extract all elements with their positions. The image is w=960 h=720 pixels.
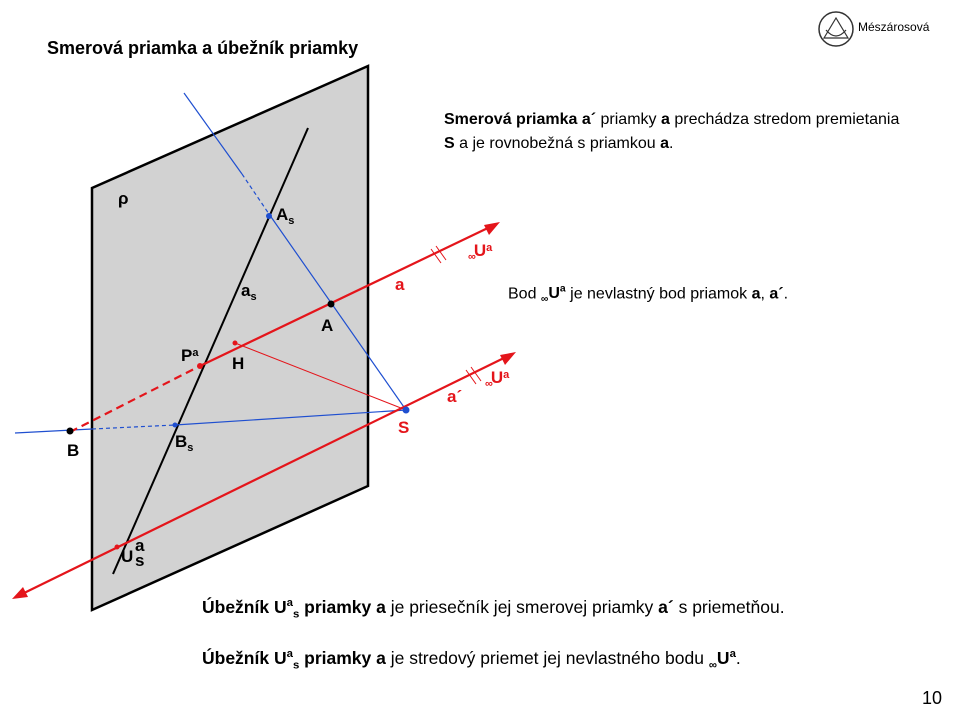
footer-statement-2: Úbežník $U^a_s$ priamky a je stredový priemet jej nevlastného bodu $_\infty U^a$. [202,648,741,672]
arrow-a-prime-start-icon [12,587,28,599]
description-text: Smerová priamka a´ priamky a prechádza stredom premietania S a je rovnobežná s priamkou a. [444,111,900,152]
label-U-s: U [121,547,134,566]
arrow-a-icon [484,222,500,235]
point-A-s [266,213,272,219]
label-B: B [67,441,80,460]
label-U-s-sub: s [135,551,145,570]
label-A: A [321,316,334,335]
label-H: H [232,354,245,373]
footer-statement-1: Úbežník $U^a_s$ priamky a je priesečník jej smerovej priamky a´ s priemetňou. [202,597,785,621]
label-A-s: $A_s$ [276,205,295,227]
label-S: S [398,418,410,437]
line-SB-outer [15,429,92,433]
point-U-s [115,545,120,550]
label-inf-U-a: $_\infty U^a$ [468,241,493,263]
point-B-s [173,423,178,428]
author-name: Mészárosová [858,20,930,34]
label-B-s: $B_s$ [175,432,194,454]
label-a: a [395,275,405,294]
label-a-prime: a´ [447,387,463,406]
label-rho: ρ [118,189,129,208]
point-A [328,301,335,308]
arrow-a-prime-end-icon [500,352,516,365]
page-title: Smerová priamka a úbežník priamky [47,38,359,58]
point-P [197,363,203,369]
label-P: $P^a$ [181,346,199,365]
label-a-s: $a_s$ [241,281,257,303]
label-inf-U-a-prime: $_\infty U^a$ [485,368,510,390]
point-S [403,407,410,414]
improper-point-text: Bod $_\infty U^a$ je nevlastný bod priamok a, a´. [508,284,789,306]
logo-icon [819,12,853,46]
point-H [233,341,238,346]
label-U-s-sup: a [135,536,145,555]
point-B [67,428,74,435]
page-number: 10 [922,688,943,708]
